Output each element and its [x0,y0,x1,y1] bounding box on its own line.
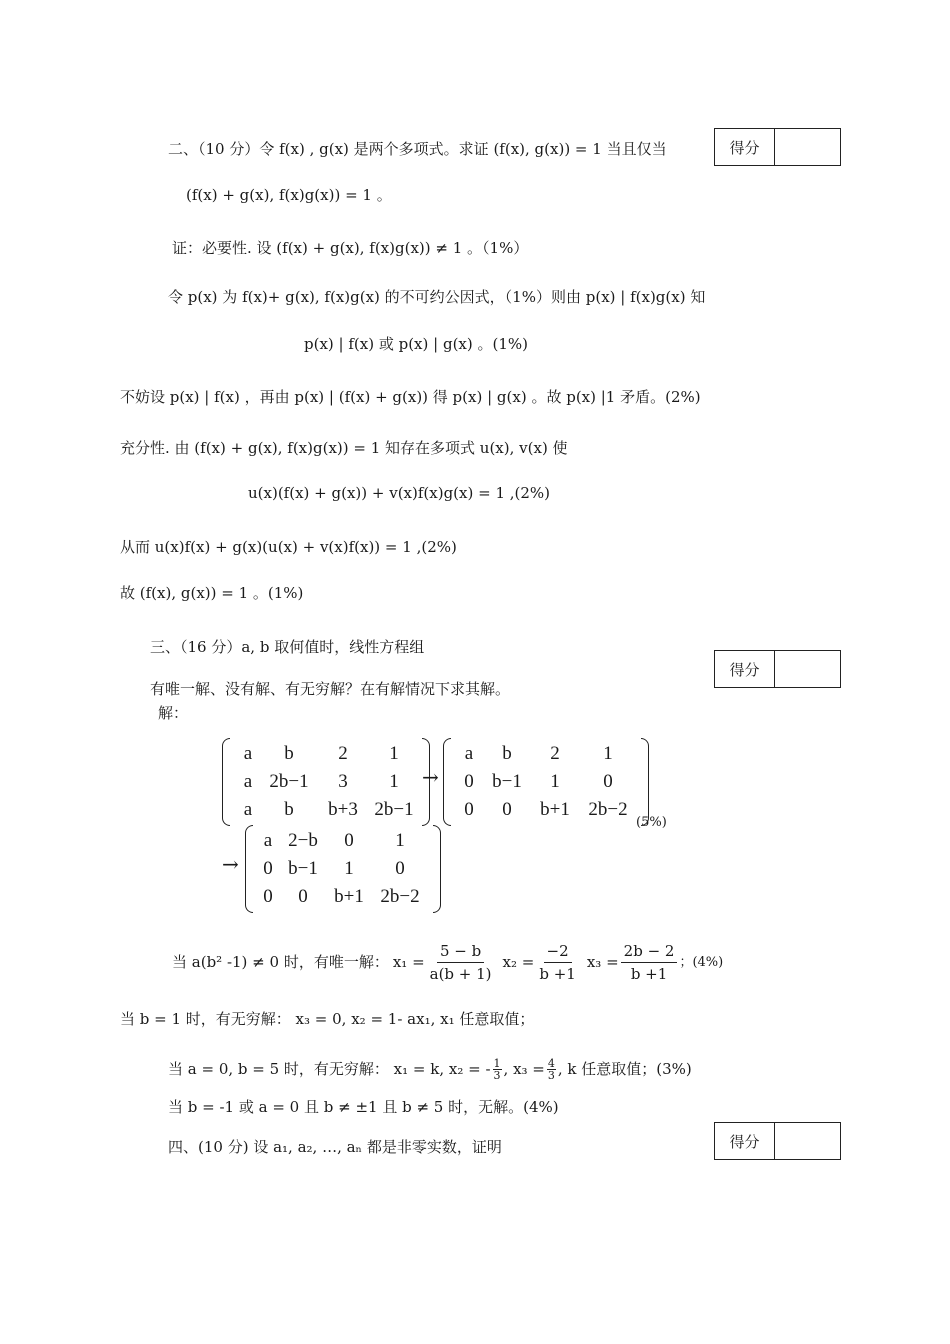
matrix3-cell-r2-c1: 0 [298,886,308,907]
q2-line-9: 从而 u(x)f(x) + g(x)(u(x) + v(x)f(x)) = 1 ,(2%) [120,538,457,556]
matrix-reduced-1 [443,738,649,826]
matrix1-cell-r0-c1: b [284,743,294,764]
matrix3-cell-r2-c3: 2b−2 [380,886,420,907]
q3-infinite-2 [168,1058,692,1081]
matrix2-cell-r0-c0: a [464,743,474,764]
q2-line-6: 不妨设 p(x) | f(x) ，再由 p(x) | (f(x) + g(x)) 得 p(x) | g(x) 。故 p(x) |1 矛盾。(2%) [120,388,701,406]
matrix1-cell-r1-c2: 3 [338,771,348,792]
score-cell[interactable] [775,129,840,165]
matrix3-cell-r2-c2: b+1 [334,886,364,907]
score-box-q2 [714,128,841,166]
matrix1-cell-r2-c2: b+3 [328,799,358,820]
inf2-mid: , x₃ = [503,1060,545,1078]
q2-line-7: 充分性. 由 (f(x) + g(x), f(x)g(x)) = 1 知存在多项式 u(x), v(x) 使 [120,439,568,457]
matrix1-cell-r2-c1: b [284,799,294,820]
matrix3-cell-r2-c0: 0 [263,886,273,907]
inf2-prefix: 当 a = 0, b = 5 时，有无穷解： x₁ = k, x₂ = - [168,1060,491,1078]
matrix-2-grid [451,738,641,826]
arrow-2: → [222,852,239,876]
matrix2-cell-r0-c2: 2 [550,743,560,764]
matrix1-cell-r1-c3: 1 [389,771,399,792]
matrix3-cell-r0-c0: a [263,830,273,851]
inf2-f1-den: 3 [493,1069,501,1082]
q3-unique-line [172,940,723,985]
inf2-fraction-2 [547,1058,556,1081]
q3-pct-2: ；(4%) [679,955,724,970]
x3-fraction [621,940,678,985]
matrix3-cell-r1-c0: 0 [263,858,273,879]
score-label: 得分 [715,129,775,165]
x3-lhs: x₃ = [586,953,619,971]
q3-line-3: 解： [158,704,189,722]
inf2-fraction-1 [493,1058,502,1081]
score-box-q4 [714,1122,841,1160]
score-cell[interactable] [775,651,840,687]
x1-fraction [427,940,495,985]
x1-numerator: 5 − b [437,940,484,963]
matrix-3-grid [253,825,433,913]
score-cell[interactable] [775,1123,840,1159]
unique-prefix: 当 a(b² -1) ≠ 0 时，有唯一解： [172,953,389,971]
matrix1-cell-r0-c0: a [243,743,253,764]
matrix2-cell-r2-c3: 2b−2 [588,799,628,820]
inf2-f2-num: 4 [547,1057,555,1070]
q3-no-solution: 当 b = -1 或 a = 0 且 b ≠ ±1 且 b ≠ 5 时，无解。(4%) [168,1098,559,1116]
q2-line-2: (f(x) + g(x), f(x)g(x)) = 1 。 [186,186,392,204]
matrix3-cell-r0-c1: 2−b [288,830,318,851]
q2-line-4: 令 p(x) 为 f(x)+ g(x), f(x)g(x) 的不可约公因式，（1%）则由 p(x) | f(x)g(x) 知 [168,288,706,306]
q2-line-8: u(x)(f(x) + g(x)) + v(x)f(x)g(x) = 1 ,(2%) [248,484,551,502]
matrix3-cell-r0-c2: 0 [344,830,354,851]
matrix1-cell-r1-c0: a [243,771,253,792]
q3-line-1: 三、（16 分）a, b 取何值时，线性方程组 [150,638,425,656]
q2-line-3: 证：必要性. 设 (f(x) + g(x), f(x)g(x)) ≠ 1 。（1%） [172,239,529,257]
q2-line-1: 二、（10 分）令 f(x) , g(x) 是两个多项式。求证 (f(x), g(x)) = 1 当且仅当 [168,140,667,158]
score-box-q3 [714,650,841,688]
x2-fraction [536,940,578,985]
x3-denominator: b +1 [630,965,668,983]
matrix2-cell-r1-c3: 0 [603,771,613,792]
matrix2-cell-r1-c0: 0 [464,771,474,792]
matrix3-cell-r0-c3: 1 [395,830,405,851]
matrix2-cell-r2-c0: 0 [464,799,474,820]
q3-infinite-1: 当 b = 1 时，有无穷解： x₃ = 0, x₂ = 1- ax₁, x₁ 任意取值； [120,1010,535,1028]
matrix2-cell-r0-c3: 1 [603,743,613,764]
arrow-1: → [422,765,439,789]
x2-denominator: b +1 [539,965,576,983]
matrix1-cell-r0-c3: 1 [389,743,399,764]
matrix1-cell-r2-c0: a [243,799,253,820]
matrix3-cell-r1-c3: 0 [395,858,405,879]
q3-line-2: 有唯一解、没有解、有无穷解？在有解情况下求其解。 [150,680,511,698]
matrix1-cell-r0-c2: 2 [338,743,348,764]
x1-denominator: a(b + 1) [429,965,492,983]
q4-line-1: 四、(10 分) 设 a₁, a₂, …, aₙ 都是非零实数，证明 [168,1138,502,1156]
inf2-suffix: , k 任意取值；(3%) [557,1060,692,1078]
q2-line-5: p(x) | f(x) 或 p(x) | g(x) 。(1%) [304,335,528,353]
score-label: 得分 [715,1123,775,1159]
x1-lhs: x₁ = [392,953,425,971]
q3-pct-1: (5%) [636,815,667,830]
x2-lhs: x₂ = [502,953,535,971]
matrix3-cell-r1-c2: 1 [344,858,354,879]
matrix-augmented [222,738,430,826]
matrix1-cell-r1-c1: 2b−1 [269,771,309,792]
q2-line-10: 故 (f(x), g(x)) = 1 。(1%) [120,584,304,602]
matrix2-cell-r0-c1: b [502,743,512,764]
matrix1-cell-r2-c3: 2b−1 [374,799,414,820]
x2-numerator: −2 [544,940,572,963]
matrix2-cell-r1-c2: 1 [550,771,560,792]
matrix2-cell-r1-c1: b−1 [492,771,522,792]
matrix2-cell-r2-c1: 0 [502,799,512,820]
matrix-1-grid [230,738,422,826]
inf2-f2-den: 3 [547,1069,555,1082]
matrix3-cell-r1-c1: b−1 [288,858,318,879]
inf2-f1-num: 1 [493,1057,501,1070]
score-label: 得分 [715,651,775,687]
matrix2-cell-r2-c2: b+1 [540,799,570,820]
matrix-reduced-2 [245,825,441,913]
x3-numerator: 2b − 2 [621,940,678,963]
